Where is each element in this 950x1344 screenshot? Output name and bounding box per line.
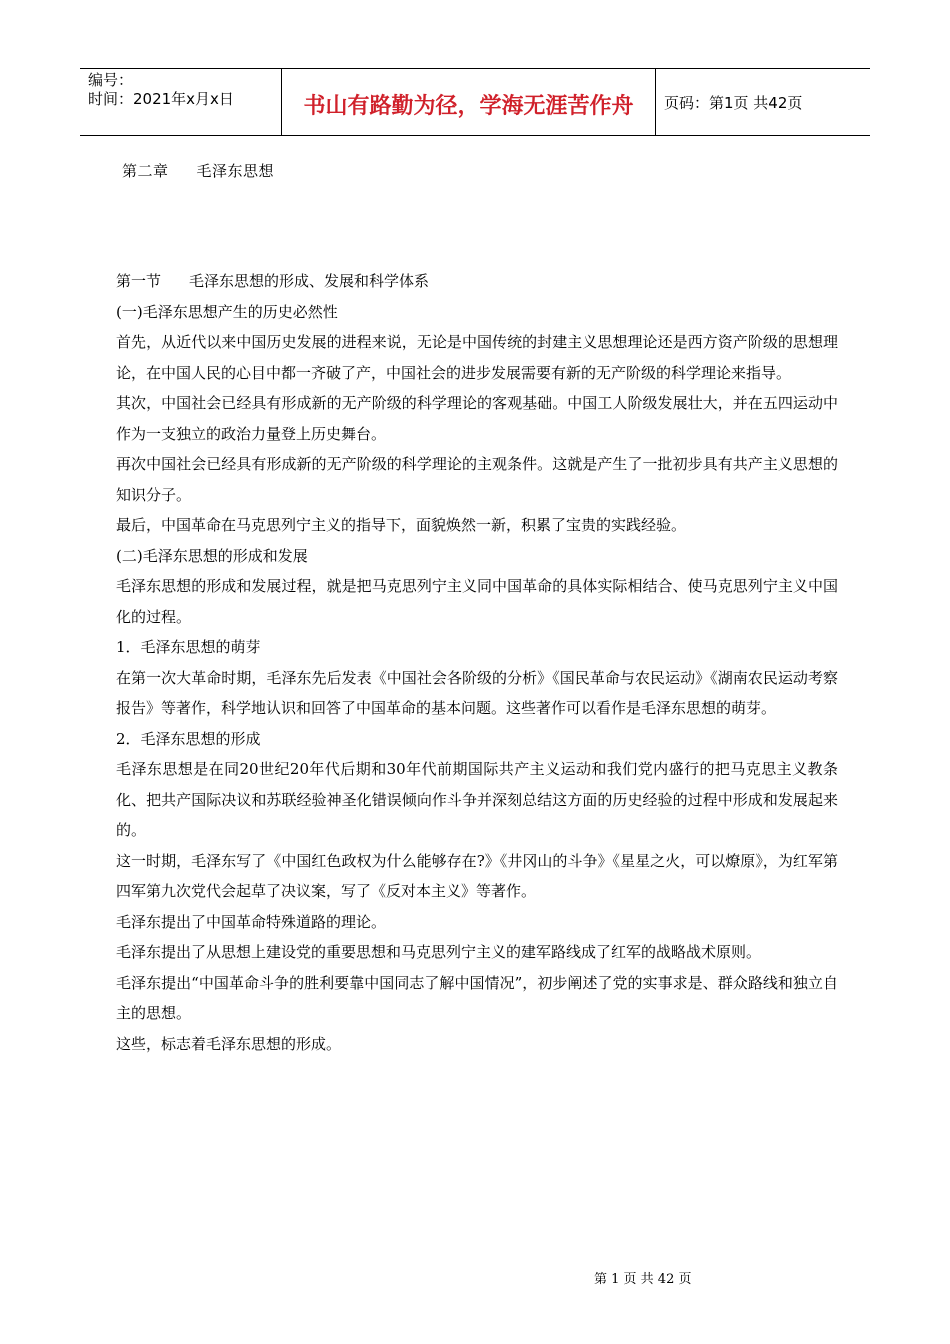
paragraph: 毛泽东提出了中国革命特殊道路的理论。 (116, 912, 387, 931)
subheading: (一)毛泽东思想产生的历史必然性 (116, 302, 338, 321)
section-number: 第一节 (116, 272, 162, 290)
document-body (116, 266, 838, 1059)
number-label: 编号： (88, 71, 134, 89)
subheading: (二)毛泽东思想的形成和发展 (116, 546, 308, 565)
footer-page-number: 第 1 页 共 42 页 (594, 1272, 692, 1287)
paragraph: 这一时期，毛泽东写了《中国红色政权为什么能够存在?》《井冈山的斗争》《星星之火，可以燎原》，为红军第四军第九次党代会起草了决议案，写了《反对本主义》等著作。 (116, 851, 838, 900)
paragraph: 在第一次大革命时期，毛泽东先后发表《中国社会各阶级的分析》《国民革命与农民运动》《湖南农民运动考察报告》等著作，科学地认识和回答了中国革命的基本问题。这些著作可以看作是毛泽东思想的萌芽。 (116, 668, 838, 717)
chapter-number: 第二章 (122, 162, 169, 180)
chapter-title: 毛泽东思想 (196, 162, 275, 180)
subheading: 2．毛泽东思想的形成 (116, 729, 261, 748)
paragraph: 毛泽东提出了从思想上建设党的重要思想和马克思列宁主义的建军路线成了红军的战略战术原则。 (116, 943, 762, 961)
paragraph: 毛泽东提出“中国革命斗争的胜利要靠中国同志了解中国情况”，初步阐述了党的实事求是、群众路线和独立自主的思想。 (116, 973, 838, 1022)
paragraph: 其次，中国社会已经具有形成新的无产阶级的科学理论的客观基础。中国工人阶级发展壮大，并在五四运动中作为一支独立的政治力量登上历史舞台。 (116, 394, 838, 443)
paragraph: 毛泽东思想是在同20世纪20年代后期和30年代前期国际共产主义运动和我们党内盛行的把马克思主义教条化、把共产国际决议和苏联经验神圣化错误倾向作斗争并深刻总结这方面的历史经验的过程中形成和发展起来的。 (116, 760, 838, 839)
chapter-heading (122, 160, 274, 181)
section-heading (116, 266, 838, 297)
header-meta (80, 69, 282, 135)
paragraph: 这些，标志着毛泽东思想的形成。 (116, 1034, 342, 1053)
header-motto: 书山有路勤为径，学海无涯苦作舟 (282, 69, 656, 135)
header-page-info: 页码：第1页 共42页 (664, 93, 803, 112)
time-label: 时间：2021年x月x日 (88, 90, 234, 108)
paragraph: 最后，中国革命在马克思列宁主义的指导下，面貌焕然一新，积累了宝贵的实践经验。 (116, 516, 687, 534)
paragraph: 再次中国社会已经具有形成新的无产阶级的科学理论的主观条件。这就是产生了一批初步具有共产主义思想的知识分子。 (116, 455, 838, 504)
paragraph: 毛泽东思想的形成和发展过程，就是把马克思列宁主义同中国革命的具体实际相结合、使马克思列宁主义中国化的过程。 (116, 577, 838, 626)
section-title: 毛泽东思想的形成、发展和科学体系 (189, 272, 430, 290)
paragraph: 首先，从近代以来中国历史发展的进程来说，无论是中国传统的封建主义思想理论还是西方资产阶级的思想理论，在中国人民的心目中都一齐破了产，中国社会的进步发展需要有新的无产阶级的科学理论来指导。 (116, 333, 838, 382)
page-header (80, 68, 870, 136)
subheading: 1．毛泽东思想的萌芽 (116, 638, 261, 656)
